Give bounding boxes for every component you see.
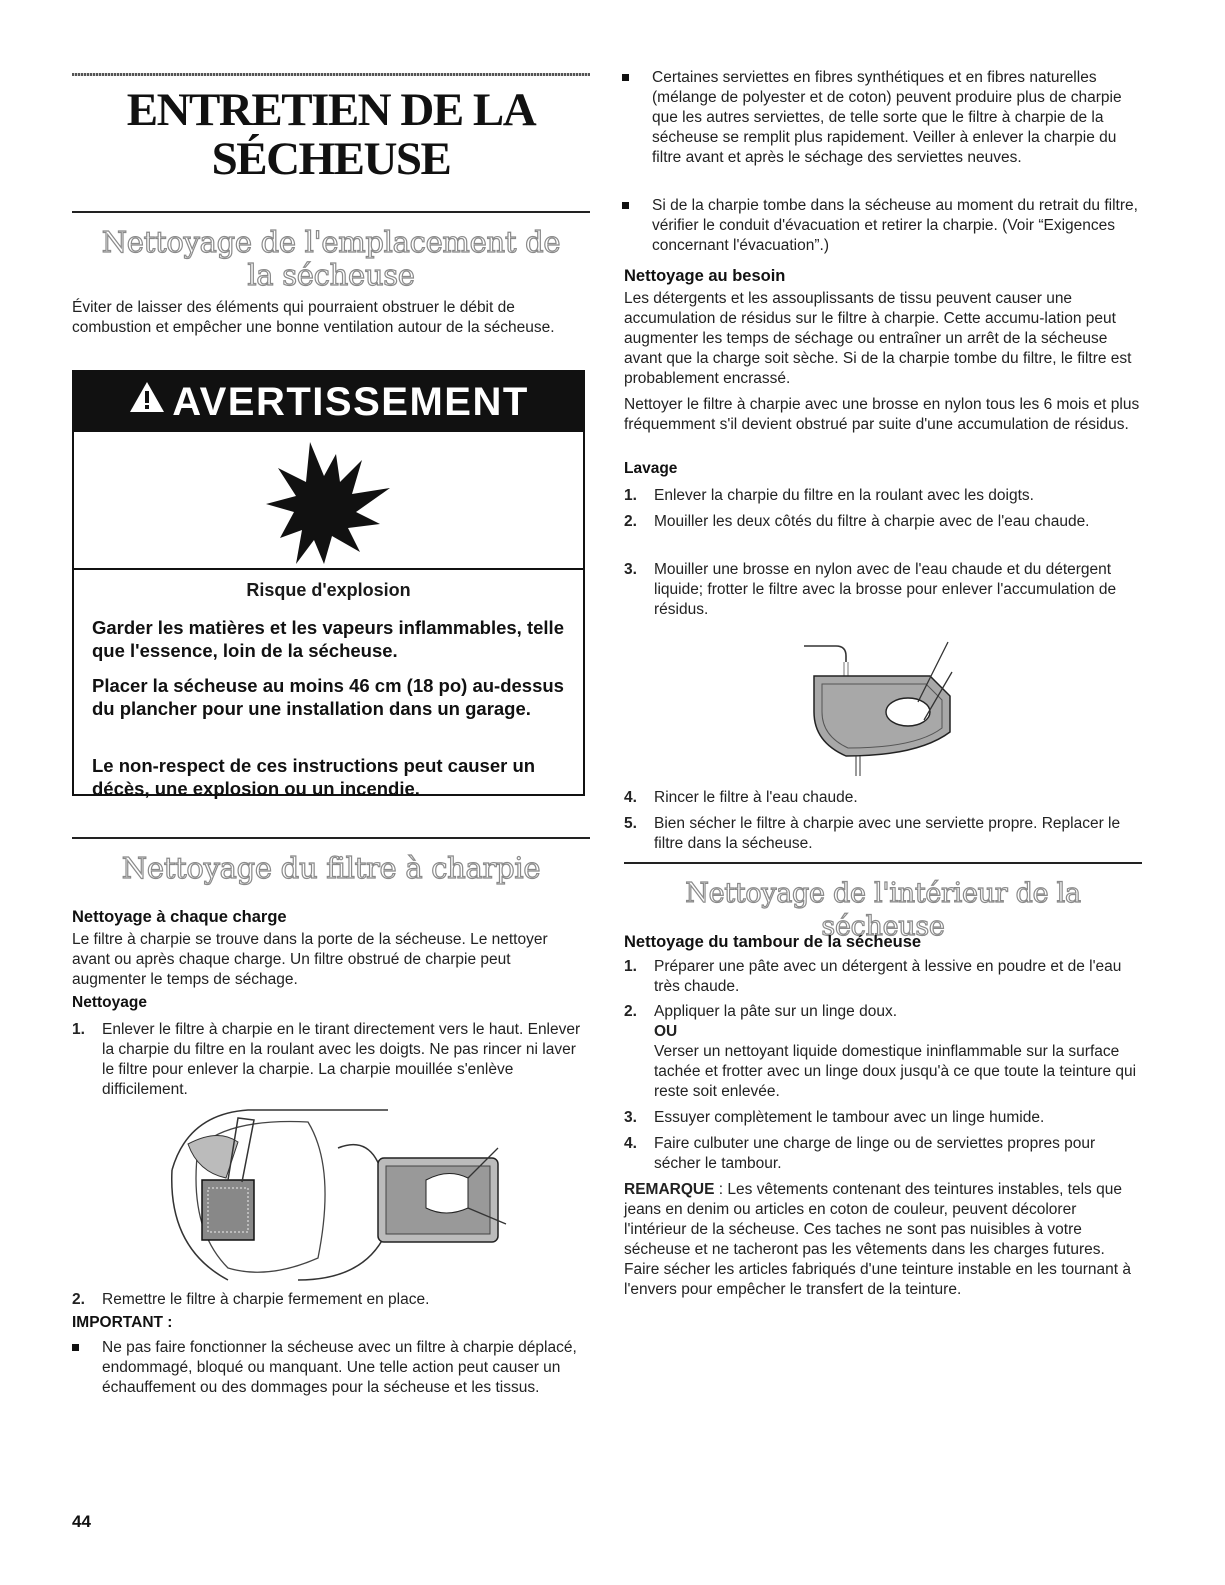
remarque-label: REMARQUE (624, 1181, 715, 1198)
warning-icon-area (74, 432, 583, 570)
list-item: 1. Préparer une pâte avec un détergent à lessive en poudre et de l'eau très chaude. (624, 958, 1122, 995)
page-title (72, 86, 590, 184)
emplacement-body: Éviter de laisser des éléments qui pourraient obstruer le débit de combustion et empêcher une bonne ventilation autour de la sécheuse. (72, 299, 555, 336)
top-decorative-rule (72, 73, 590, 76)
warning-triangle-icon (128, 371, 166, 431)
warning-paragraph-3: Le non-respect de ces instructions peut causer un décès, une explosion ou un incendie. (92, 755, 536, 799)
list-item: 1. Enlever le filtre à charpie en le tirant directement vers le haut. Enlever la charpie du filtre en la roulant avec les doigts. Ne pas rincer ni laver le filtre pour enlever la charpie. La charpie mouillée s'enlève difficilement. (72, 1021, 581, 1098)
au-besoin-body-2: Nettoyer le filtre à charpie avec une brosse en nylon tous les 6 mois et plus fréquemment s'il devient obstrué par suite d'une accumulation de résidus. (624, 396, 1140, 433)
list-item: Certaines serviettes en fibres synthétiques et en fibres naturelles (mélange de polyester et de coton) peuvent produire plus de charpie que les autres serviettes, de telle sorte que le filtre à charpie de la sécheuse se remplit plus rapidement. Veiller à enlever la charpie du filtre avant et après le séchage des serviettes neuves. (622, 68, 1142, 168)
subheading-nettoyage: Nettoyage (72, 994, 147, 1011)
list-item: 5. Bien sécher le filtre à charpie avec une serviette propre. Replacer le filtre dans la sécheuse. (624, 815, 1121, 852)
section-divider (624, 862, 1142, 864)
warning-header: AVERTISSEMENT (74, 372, 583, 432)
list-item: Ne pas faire fonctionner la sécheuse avec un filtre à charpie déplacé, endommagé, bloqué ou manquant. Une telle action peut causer un échauffement ou des dommages pour la sécheuse et les tissus. (72, 1338, 587, 1398)
remarque-note: REMARQUE : Les vêtements contenant des teintures instables, tels que jeans en denim ou articles en coton de couleur, peuvent décolorer l'intérieur de la sécheuse. Ces taches ne sont pas nuisibles à votre sécheuse et ne tacheront pas les vêtements dans les charges futures. Faire sécher les articles fabriqués d'une teinture instable en les tournant à l'envers pour empêcher le transfert de la teinture. (624, 1181, 1131, 1298)
section-divider (72, 837, 590, 839)
list-item: 4. Faire culbuter une charge de linge ou de serviettes propres pour sécher le tambour. (624, 1135, 1096, 1172)
chaque-charge-body: Le filtre à charpie se trouve dans la porte de la sécheuse. Le nettoyer avant ou après chaque charge. Un filtre obstrué de charpie peut augmenter le temps de séchage. (72, 931, 548, 988)
subheading-tambour: Nettoyage du tambour de la sécheuse (624, 933, 922, 951)
list-item: 4. Rincer le filtre à l'eau chaude. (624, 789, 858, 806)
bullet-square-icon (622, 202, 629, 209)
section-heading-interieur: Nettoyage de l'intérieur de la sécheuse (685, 878, 1081, 942)
warning-paragraph-2: Placer la sécheuse au moins 46 cm (18 po) au-dessus du plancher pour une installation dans un garage. (92, 675, 564, 719)
page-title-line1: ENTRETIEN DE LA (126, 84, 536, 136)
ou-label: OU (654, 1023, 678, 1040)
subheading-au-besoin: Nettoyage au besoin (624, 267, 786, 285)
subheading-chaque-charge: Nettoyage à chaque charge (72, 908, 287, 926)
explosion-icon (244, 438, 404, 566)
page-number: 44 (72, 1512, 91, 1531)
list-item: 2. Remettre le filtre à charpie fermement en place. (72, 1291, 430, 1308)
bullet-square-icon (622, 74, 629, 81)
list-item: 2. Appliquer la pâte sur un linge doux. OU Verser un nettoyant liquide domestique ininflammable sur la surface tachée et frotter avec un linge doux jusqu'à ce que toute la teinture qui reste soit enlevée. (624, 1002, 1139, 1102)
section-heading-emplacement: Nettoyage de l'emplacement de la sécheuse (101, 225, 561, 292)
lint-filter-removal-illustration (168, 1108, 508, 1283)
section-divider (72, 211, 590, 213)
bullet-square-icon (72, 1344, 79, 1351)
list-item: 3. Essuyer complètement le tambour avec un linge humide. (624, 1109, 1045, 1126)
list-item: Si de la charpie tombe dans la sécheuse au moment du retrait du filtre, vérifier le conduit d'évacuation et retirer la charpie. (Voir “Exigences concernant l'évacuation”.) (622, 196, 1142, 256)
list-item: 1. Enlever la charpie du filtre en la roulant avec les doigts. (624, 487, 1034, 504)
filter-washing-illustration (800, 632, 960, 782)
list-item: 3. Mouiller une brosse en nylon avec de l'eau chaude et du détergent liquide; frotter le filtre avec la brosse pour enlever l'accumulation de résidus. (624, 561, 1117, 618)
warning-box (72, 370, 585, 799)
section-heading-filtre: Nettoyage du filtre à charpie (121, 851, 541, 885)
subheading-lavage: Lavage (624, 460, 678, 477)
warning-paragraph-1: Garder les matières et les vapeurs inflammables, telle que l'essence, loin de la sécheuse. (92, 617, 564, 661)
page-title-line2: SÉCHEUSE (211, 133, 451, 185)
au-besoin-body-1: Les détergents et les assouplissants de tissu peuvent causer une accumulation de résidus sur le filtre à charpie. Cette accumu-lation peut augmenter les temps de séchage ou entraîner un arrêt de la sécheuse avant que la charge soit sèche. Si de la charpie tombe du filtre, le filtre est probablement encrassé. (624, 290, 1132, 387)
warning-risk-title: Risque d'explosion (246, 580, 411, 600)
list-item: 2. Mouiller les deux côtés du filtre à charpie avec de l'eau chaude. (624, 513, 1090, 530)
important-label: IMPORTANT : (72, 1314, 173, 1331)
